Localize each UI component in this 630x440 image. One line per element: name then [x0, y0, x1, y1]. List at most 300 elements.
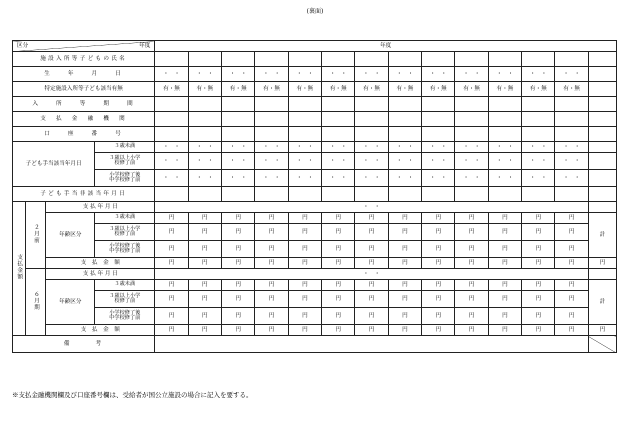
account-row-cell[interactable] [222, 127, 255, 142]
non-allowance-row-cell[interactable] [188, 187, 221, 202]
amount-cell[interactable]: 円 [355, 213, 388, 224]
age-category-label [95, 280, 155, 291]
admission-period-row-label: 入 所 等 期 間 [13, 97, 155, 112]
pay-date-cell[interactable]: ・ ・ [155, 269, 588, 280]
allowance-date-cell[interactable]: ・ ・ [188, 142, 221, 153]
allowance-date-cell[interactable]: ・ ・ [422, 142, 455, 153]
admission-period-row-cell[interactable] [355, 97, 388, 112]
admission-period-row-cell[interactable] [422, 97, 455, 112]
amount-cell[interactable]: 円 [522, 291, 555, 308]
pay-amount-cell[interactable]: 円 [455, 325, 488, 336]
child-name-row-label: 施設入所等子どもの氏名 [13, 52, 155, 67]
amount-cell[interactable]: 円 [188, 241, 221, 258]
remarks-row [13, 336, 617, 353]
admission-period-row-cell[interactable] [455, 97, 488, 112]
allowance-date-cell[interactable]: ・ ・ [222, 153, 255, 170]
age-category-line: 校修了前 [114, 231, 136, 237]
amount-cell[interactable]: 円 [522, 213, 555, 224]
amount-cell[interactable]: 円 [488, 280, 521, 291]
allowance-row-end [588, 170, 616, 187]
account-row-cell[interactable] [188, 127, 221, 142]
amount-cell[interactable]: 円 [188, 224, 221, 241]
pay-amount-cell[interactable]: 円 [322, 258, 355, 269]
allowance-date-cell[interactable]: ・ ・ [455, 142, 488, 153]
non-allowance-row-end [588, 187, 616, 202]
bank-row-cell[interactable] [255, 112, 288, 127]
child-name-row-cell[interactable] [255, 52, 288, 67]
fiscal-year-header: 年度 [155, 41, 617, 52]
facility-flag-row-cell[interactable]: 有・無 [188, 82, 221, 97]
amount-cell[interactable]: 円 [188, 291, 221, 308]
february-age-row [13, 213, 617, 224]
birth-date-row-cell[interactable]: ・ ・ [288, 67, 321, 82]
allowance-date-cell[interactable]: ・ ・ [288, 142, 321, 153]
birth-date-row-cell[interactable]: ・ ・ [355, 67, 388, 82]
amount-cell[interactable]: 円 [255, 308, 288, 325]
amount-cell[interactable]: 円 [555, 280, 588, 291]
amount-cell[interactable]: 円 [188, 213, 221, 224]
amount-cell[interactable]: 円 [255, 241, 288, 258]
remarks-label: 備 考 [13, 336, 155, 353]
age-category-line: 小学校修了後 [109, 171, 141, 178]
amount-cell[interactable]: 円 [555, 291, 588, 308]
age-category-line: ３歳未満 [114, 143, 136, 150]
amount-cell[interactable]: 円 [488, 308, 521, 325]
total-label: 計 [588, 280, 616, 325]
amount-cell[interactable]: 円 [388, 241, 421, 258]
pay-amount-cell[interactable]: 円 [288, 258, 321, 269]
amount-cell[interactable]: 円 [288, 224, 321, 241]
pay-amount-cell[interactable]: 円 [188, 325, 221, 336]
pay-amount-cell[interactable]: 円 [155, 258, 188, 269]
age-category-line: ３歳以上小学 [109, 225, 141, 232]
amount-cell[interactable]: 円 [322, 213, 355, 224]
amount-cell[interactable]: 円 [488, 213, 521, 224]
bank-row-cell[interactable] [455, 112, 488, 127]
allowance-date-cell[interactable]: ・ ・ [288, 170, 321, 187]
facility-flag-row-cell[interactable]: 有・無 [322, 82, 355, 97]
account-row-cell[interactable] [355, 127, 388, 142]
facility-flag-row-cell[interactable]: 有・無 [522, 82, 555, 97]
pay-amount-cell[interactable]: 円 [555, 258, 588, 269]
admission-period-row-end [588, 97, 616, 112]
pay-amount-cell[interactable]: 円 [322, 325, 355, 336]
allowance-date-cell[interactable]: ・ ・ [555, 153, 588, 170]
birth-date-row-cell[interactable]: ・ ・ [255, 67, 288, 82]
amount-cell[interactable]: 円 [288, 213, 321, 224]
birth-date-row-cell[interactable]: ・ ・ [155, 67, 188, 82]
allowance-date-cell[interactable]: ・ ・ [355, 142, 388, 153]
application-form-table [12, 40, 617, 353]
admission-period-row-cell[interactable] [222, 97, 255, 112]
child-name-row-cell[interactable] [488, 52, 521, 67]
allowance-date-cell[interactable]: ・ ・ [222, 142, 255, 153]
amount-cell[interactable]: 円 [288, 308, 321, 325]
amount-cell[interactable]: 円 [222, 280, 255, 291]
june-period-label [26, 269, 46, 336]
amount-cell[interactable]: 円 [255, 291, 288, 308]
child-name-row-cell[interactable] [522, 52, 555, 67]
non-allowance-row-cell[interactable] [322, 187, 355, 202]
non-allowance-row-cell[interactable] [288, 187, 321, 202]
age-category-line: 校修了前 [114, 298, 136, 304]
bank-row-cell[interactable] [522, 112, 555, 127]
admission-period-row-cell[interactable] [322, 97, 355, 112]
account-row-cell[interactable] [288, 127, 321, 142]
age-category-label [95, 142, 155, 153]
amount-cell[interactable]: 円 [522, 308, 555, 325]
allowance-date-cell[interactable]: ・ ・ [488, 170, 521, 187]
admission-period-row-cell[interactable] [555, 97, 588, 112]
allowance-date-cell[interactable]: ・ ・ [155, 142, 188, 153]
pay-amount-cell[interactable]: 円 [222, 325, 255, 336]
age-category-line: 校修了前 [114, 160, 136, 166]
child-name-row [13, 52, 617, 67]
allowance-date-cell[interactable]: ・ ・ [522, 153, 555, 170]
amount-cell[interactable]: 円 [155, 241, 188, 258]
allowance-date-cell[interactable]: ・ ・ [555, 142, 588, 153]
amount-cell[interactable]: 円 [388, 291, 421, 308]
amount-cell[interactable]: 円 [455, 241, 488, 258]
amount-cell[interactable]: 円 [422, 308, 455, 325]
allowance-date-cell[interactable]: ・ ・ [555, 170, 588, 187]
account-row-cell[interactable] [555, 127, 588, 142]
amount-cell[interactable]: 円 [155, 213, 188, 224]
non-allowance-row-cell[interactable] [422, 187, 455, 202]
birth-date-row-label: 生 年 月 日 [13, 67, 155, 82]
amount-cell[interactable]: 円 [322, 241, 355, 258]
remarks-diagonal [588, 336, 616, 353]
age-category-label [95, 308, 155, 325]
facility-flag-row-cell[interactable]: 有・無 [222, 82, 255, 97]
birth-date-row-cell[interactable]: ・ ・ [455, 67, 488, 82]
child-name-row-cell[interactable] [288, 52, 321, 67]
facility-flag-row-cell[interactable]: 有・無 [555, 82, 588, 97]
amount-cell[interactable]: 円 [422, 241, 455, 258]
age-category-line: ３歳未満 [114, 214, 136, 221]
pay-amount-cell[interactable]: 円 [522, 325, 555, 336]
child-name-row-cell[interactable] [555, 52, 588, 67]
non-allowance-row-cell[interactable] [388, 187, 421, 202]
amount-cell[interactable]: 円 [455, 213, 488, 224]
amount-cell[interactable]: 円 [255, 213, 288, 224]
pay-date-end [588, 202, 616, 213]
pay-amount-total-cell[interactable]: 円 [588, 325, 616, 336]
non-allowance-row-cell[interactable] [255, 187, 288, 202]
allowance-date-cell[interactable]: ・ ・ [355, 153, 388, 170]
allowance-date-cell[interactable]: ・ ・ [455, 153, 488, 170]
account-row [13, 127, 617, 142]
pay-amount-label: 支 払 金 額 [46, 325, 155, 336]
facility-flag-row-cell[interactable]: 有・無 [388, 82, 421, 97]
child-name-row-cell[interactable] [222, 52, 255, 67]
account-row-cell[interactable] [488, 127, 521, 142]
amount-cell[interactable]: 円 [355, 280, 388, 291]
account-row-cell[interactable] [255, 127, 288, 142]
page-caption: (裏面) [306, 8, 324, 15]
amount-cell[interactable]: 円 [322, 224, 355, 241]
amount-cell[interactable]: 円 [555, 241, 588, 258]
pay-amount-cell[interactable]: 円 [255, 325, 288, 336]
bank-row-cell[interactable] [222, 112, 255, 127]
allowance-date-label: 子ども手当該当年月日 [13, 142, 95, 187]
account-row-cell[interactable] [522, 127, 555, 142]
age-category-label [95, 224, 155, 241]
birth-date-row-cell[interactable]: ・ ・ [555, 67, 588, 82]
account-row-cell[interactable] [322, 127, 355, 142]
bank-row-cell[interactable] [555, 112, 588, 127]
age-category-label [95, 241, 155, 258]
facility-flag-row-cell[interactable]: 有・無 [488, 82, 521, 97]
admission-period-row-cell[interactable] [255, 97, 288, 112]
amount-cell[interactable]: 円 [288, 291, 321, 308]
non-allowance-row-label: 子ども手当非該当年月日 [13, 187, 155, 202]
pay-amount-cell[interactable]: 円 [522, 258, 555, 269]
allowance-date-cell[interactable]: ・ ・ [255, 142, 288, 153]
allowance-date-cell[interactable]: ・ ・ [222, 170, 255, 187]
allowance-date-cell[interactable]: ・ ・ [455, 170, 488, 187]
amount-cell[interactable]: 円 [355, 224, 388, 241]
bank-row-cell[interactable] [488, 112, 521, 127]
birth-date-row-cell[interactable]: ・ ・ [322, 67, 355, 82]
pay-amount-cell[interactable]: 円 [555, 325, 588, 336]
amount-cell[interactable]: 円 [488, 241, 521, 258]
admission-period-row-cell[interactable] [388, 97, 421, 112]
pay-amount-total-cell[interactable]: 円 [588, 258, 616, 269]
header-left-label: 区分 [17, 42, 29, 49]
bank-row-cell[interactable] [322, 112, 355, 127]
account-row-label: 口 座 番 号 [13, 127, 155, 142]
amount-cell[interactable]: 円 [455, 291, 488, 308]
admission-period-row-cell[interactable] [188, 97, 221, 112]
pay-amount-cell[interactable]: 円 [388, 325, 421, 336]
child-name-row-cell[interactable] [188, 52, 221, 67]
february-period-label [26, 202, 46, 269]
february-age-row [13, 224, 617, 241]
birth-date-row-cell[interactable]: ・ ・ [188, 67, 221, 82]
birth-date-row-cell[interactable]: ・ ・ [488, 67, 521, 82]
admission-period-row-cell[interactable] [155, 97, 188, 112]
account-row-cell[interactable] [422, 127, 455, 142]
pay-amount-cell[interactable]: 円 [388, 258, 421, 269]
pay-amount-cell[interactable]: 円 [355, 325, 388, 336]
non-allowance-row-cell[interactable] [455, 187, 488, 202]
account-row-end [588, 127, 616, 142]
allowance-date-cell[interactable]: ・ ・ [422, 170, 455, 187]
pay-amount-cell[interactable]: 円 [488, 258, 521, 269]
amount-cell[interactable]: 円 [222, 224, 255, 241]
allowance-date-cell[interactable]: ・ ・ [255, 153, 288, 170]
pay-date-cell[interactable]: ・ ・ [155, 202, 588, 213]
pay-date-label: 支 払 年 月 日 [46, 269, 155, 280]
bank-row-cell[interactable] [388, 112, 421, 127]
amount-cell[interactable]: 円 [422, 213, 455, 224]
admission-period-row-cell[interactable] [288, 97, 321, 112]
birth-date-row-cell[interactable]: ・ ・ [522, 67, 555, 82]
amount-cell[interactable]: 円 [155, 291, 188, 308]
account-row-cell[interactable] [388, 127, 421, 142]
account-row-cell[interactable] [455, 127, 488, 142]
allowance-date-cell[interactable]: ・ ・ [488, 153, 521, 170]
amount-cell[interactable]: 円 [488, 224, 521, 241]
allowance-date-cell[interactable]: ・ ・ [322, 153, 355, 170]
amount-cell[interactable]: 円 [522, 224, 555, 241]
amount-cell[interactable]: 円 [322, 291, 355, 308]
non-allowance-row-cell[interactable] [555, 187, 588, 202]
amount-cell[interactable]: 円 [188, 308, 221, 325]
age-group-label: 年齢区分 [46, 213, 95, 258]
amount-cell[interactable]: 円 [188, 280, 221, 291]
amount-cell[interactable]: 円 [488, 291, 521, 308]
bank-row-cell[interactable] [422, 112, 455, 127]
amount-cell[interactable]: 円 [355, 241, 388, 258]
amount-cell[interactable]: 円 [422, 291, 455, 308]
child-name-row-cell[interactable] [155, 52, 188, 67]
allowance-date-cell[interactable]: ・ ・ [322, 142, 355, 153]
february-pay-date-row [13, 202, 617, 213]
non-allowance-row-cell[interactable] [522, 187, 555, 202]
june-age-row [13, 280, 617, 291]
allowance-date-cell[interactable]: ・ ・ [255, 170, 288, 187]
allowance-row [13, 142, 617, 153]
birth-date-row-end [588, 67, 616, 82]
bank-row-end [588, 112, 616, 127]
allowance-date-cell[interactable]: ・ ・ [388, 153, 421, 170]
facility-flag-row-cell[interactable]: 有・無 [155, 82, 188, 97]
pay-date-end [588, 269, 616, 280]
account-row-cell[interactable] [155, 127, 188, 142]
child-name-row-cell[interactable] [322, 52, 355, 67]
age-category-label [95, 153, 155, 170]
amount-cell[interactable]: 円 [422, 224, 455, 241]
amount-cell[interactable]: 円 [522, 280, 555, 291]
amount-cell[interactable]: 円 [255, 280, 288, 291]
pay-amount-cell[interactable]: 円 [422, 325, 455, 336]
allowance-date-cell[interactable]: ・ ・ [355, 170, 388, 187]
pay-amount-cell[interactable]: 円 [155, 325, 188, 336]
allowance-date-cell[interactable]: ・ ・ [388, 170, 421, 187]
amount-cell[interactable]: 円 [222, 213, 255, 224]
pay-amount-cell[interactable]: 円 [255, 258, 288, 269]
birth-date-row-cell[interactable]: ・ ・ [422, 67, 455, 82]
child-name-row-cell[interactable] [455, 52, 488, 67]
allowance-date-cell[interactable]: ・ ・ [422, 153, 455, 170]
allowance-date-cell[interactable]: ・ ・ [522, 142, 555, 153]
age-category-line: ３歳未満 [114, 281, 136, 288]
child-name-row-cell[interactable] [422, 52, 455, 67]
pay-amount-cell[interactable]: 円 [422, 258, 455, 269]
amount-cell[interactable]: 円 [555, 224, 588, 241]
non-allowance-row-cell[interactable] [155, 187, 188, 202]
bank-row [13, 112, 617, 127]
admission-period-row-cell[interactable] [488, 97, 521, 112]
june-age-row [13, 291, 617, 308]
facility-flag-row-cell[interactable]: 有・無 [288, 82, 321, 97]
pay-amount-cell[interactable]: 円 [288, 325, 321, 336]
amount-cell[interactable]: 円 [155, 280, 188, 291]
allowance-date-cell[interactable]: ・ ・ [288, 153, 321, 170]
amount-cell[interactable]: 円 [288, 280, 321, 291]
amount-cell[interactable]: 円 [322, 308, 355, 325]
allowance-date-cell[interactable]: ・ ・ [188, 153, 221, 170]
amount-cell[interactable]: 円 [388, 308, 421, 325]
facility-flag-row-cell[interactable]: 有・無 [455, 82, 488, 97]
age-category-label [95, 291, 155, 308]
pay-amount-cell[interactable]: 円 [222, 258, 255, 269]
amount-cell[interactable]: 円 [455, 224, 488, 241]
allowance-date-cell[interactable]: ・ ・ [488, 142, 521, 153]
amount-cell[interactable]: 円 [522, 241, 555, 258]
child-name-row-cell[interactable] [388, 52, 421, 67]
allowance-date-cell[interactable]: ・ ・ [522, 170, 555, 187]
age-category-line: ３歳以上小学 [109, 292, 141, 299]
amount-cell[interactable]: 円 [155, 224, 188, 241]
birth-date-row-cell[interactable]: ・ ・ [388, 67, 421, 82]
amount-cell[interactable]: 円 [222, 308, 255, 325]
bank-row-cell[interactable] [355, 112, 388, 127]
amount-cell[interactable]: 円 [222, 241, 255, 258]
remarks-cell[interactable] [155, 336, 588, 353]
facility-flag-row-cell[interactable]: 有・無 [255, 82, 288, 97]
amount-cell[interactable]: 円 [422, 280, 455, 291]
allowance-date-cell[interactable]: ・ ・ [388, 142, 421, 153]
amount-cell[interactable]: 円 [455, 280, 488, 291]
non-allowance-row-cell[interactable] [222, 187, 255, 202]
pay-amount-cell[interactable]: 円 [488, 325, 521, 336]
june-period-text: ６月期 [32, 291, 39, 311]
non-allowance-row-cell[interactable] [488, 187, 521, 202]
amount-cell[interactable]: 円 [355, 291, 388, 308]
child-name-row-cell[interactable] [355, 52, 388, 67]
non-allowance-row-cell[interactable] [355, 187, 388, 202]
allowance-date-cell[interactable]: ・ ・ [155, 170, 188, 187]
allowance-date-cell[interactable]: ・ ・ [322, 170, 355, 187]
age-category-label [95, 170, 155, 187]
bank-row-cell[interactable] [288, 112, 321, 127]
amount-cell[interactable]: 円 [455, 308, 488, 325]
amount-cell[interactable]: 円 [322, 280, 355, 291]
february-age-row [13, 241, 617, 258]
admission-period-row-cell[interactable] [522, 97, 555, 112]
bank-row-cell[interactable] [155, 112, 188, 127]
header-mid-label: 年度 [139, 42, 151, 49]
amount-cell[interactable]: 円 [155, 308, 188, 325]
age-category-line: ３歳以上小学 [109, 154, 141, 161]
amount-cell[interactable]: 円 [288, 241, 321, 258]
pay-amount-cell[interactable]: 円 [355, 258, 388, 269]
amount-cell[interactable]: 円 [388, 213, 421, 224]
facility-flag-row-cell[interactable]: 有・無 [422, 82, 455, 97]
allowance-date-cell[interactable]: ・ ・ [155, 153, 188, 170]
amount-cell[interactable]: 円 [255, 224, 288, 241]
age-category-label [95, 213, 155, 224]
bank-row-cell[interactable] [188, 112, 221, 127]
amount-cell[interactable]: 円 [222, 291, 255, 308]
pay-amount-cell[interactable]: 円 [455, 258, 488, 269]
allowance-date-cell[interactable]: ・ ・ [188, 170, 221, 187]
birth-date-row-cell[interactable]: ・ ・ [222, 67, 255, 82]
amount-cell[interactable]: 円 [388, 280, 421, 291]
amount-cell[interactable]: 円 [555, 213, 588, 224]
pay-amount-cell[interactable]: 円 [188, 258, 221, 269]
age-category-line: 中学校修了前 [109, 177, 141, 183]
age-category-line: 小学校修了後 [109, 242, 141, 249]
amount-cell[interactable]: 円 [355, 308, 388, 325]
facility-flag-row-cell[interactable]: 有・無 [355, 82, 388, 97]
facility-flag-row [13, 82, 617, 97]
amount-cell[interactable]: 円 [555, 308, 588, 325]
amount-cell[interactable]: 円 [388, 224, 421, 241]
